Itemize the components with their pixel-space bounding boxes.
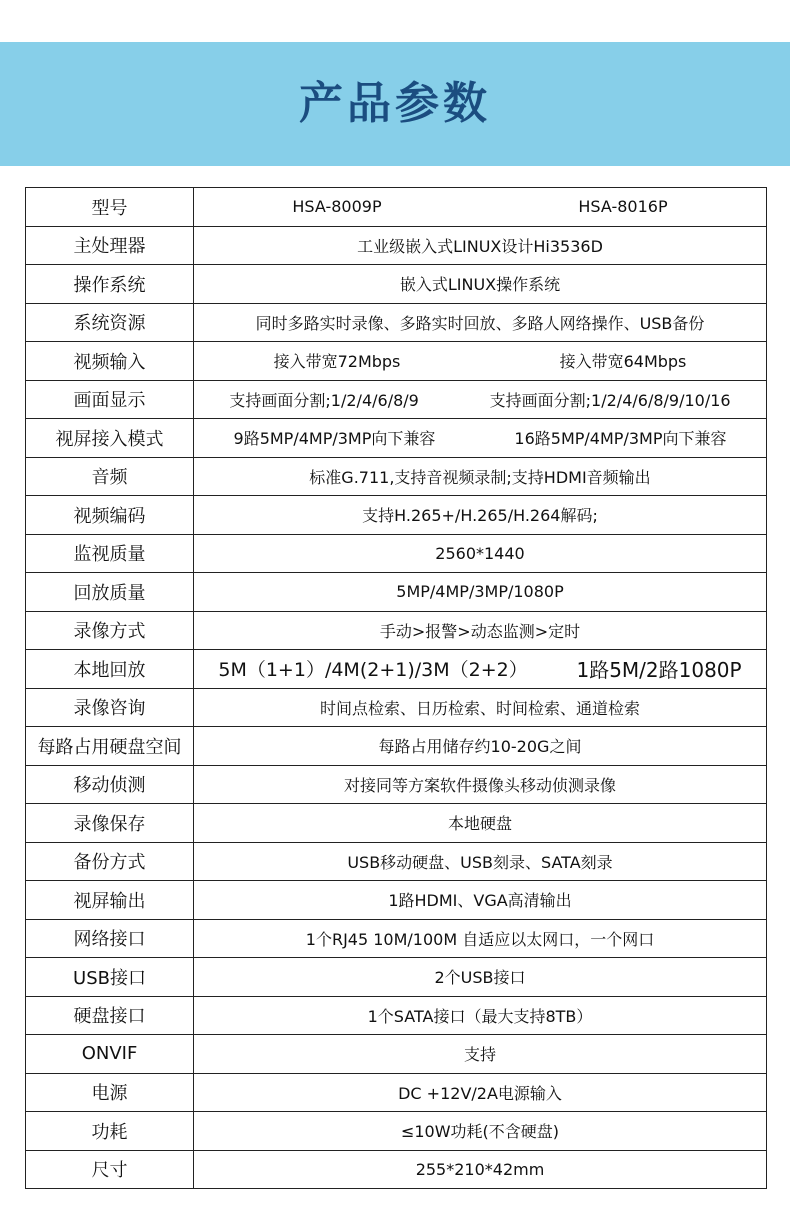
spec-row — [26, 265, 767, 304]
spec-row — [26, 303, 767, 342]
spec-value-pair — [194, 349, 766, 372]
spec-label: 型号 — [26, 188, 194, 227]
spec-value: ≤10W功耗(不含硬盘) — [194, 1112, 767, 1151]
spec-row — [26, 919, 767, 958]
spec-label: 录像保存 — [26, 804, 194, 843]
spec-row — [26, 342, 767, 381]
spec-row — [26, 958, 767, 997]
spec-value-split — [194, 342, 767, 381]
spec-value-split — [194, 380, 767, 419]
spec-value: 255*210*42mm — [194, 1150, 767, 1189]
spec-value: 支持 — [194, 1035, 767, 1074]
spec-label: 电源 — [26, 1073, 194, 1112]
spec-value-pair — [194, 388, 766, 411]
spec-row — [26, 496, 767, 535]
spec-value: 1个RJ45 10M/100M 自适应以太网口，一个网口 — [194, 919, 767, 958]
spec-label: ONVIF — [26, 1035, 194, 1074]
spec-row — [26, 727, 767, 766]
spec-value-right: 接入带宽64Mbps — [559, 352, 687, 372]
spec-value-left: 接入带宽72Mbps — [273, 352, 401, 372]
spec-value: 1个SATA接口（最大支持8TB） — [194, 996, 767, 1035]
spec-value: 支持H.265+/H.265/H.264解码; — [194, 496, 767, 535]
spec-label: 录像方式 — [26, 611, 194, 650]
spec-value: 每路占用储存约10-20G之间 — [194, 727, 767, 766]
spec-row — [26, 534, 767, 573]
spec-value-left: 9路5MP/4MP/3MP向下兼容 — [233, 429, 436, 449]
spec-label: USB接口 — [26, 958, 194, 997]
spec-label: 本地回放 — [26, 650, 194, 689]
spec-row — [26, 1035, 767, 1074]
spec-row — [26, 380, 767, 419]
title-banner — [0, 42, 790, 166]
spec-value: 2560*1440 — [194, 534, 767, 573]
spec-label: 备份方式 — [26, 842, 194, 881]
spec-label: 画面显示 — [26, 380, 194, 419]
spec-label: 视频输入 — [26, 342, 194, 381]
spec-label: 操作系统 — [26, 265, 194, 304]
spec-value-left: 5M（1+1）/4M(2+1)/3M（2+2） — [218, 659, 528, 682]
spec-row — [26, 765, 767, 804]
spec-value-pair — [194, 197, 766, 216]
spec-row — [26, 650, 767, 689]
spec-label: 监视质量 — [26, 534, 194, 573]
spec-label: 硬盘接口 — [26, 996, 194, 1035]
spec-value: 同时多路实时录像、多路实时回放、多路人网络操作、USB备份 — [194, 303, 767, 342]
spec-value-left: 支持画面分割;1/2/4/6/8/9 — [229, 390, 419, 410]
spec-label: 视屏输出 — [26, 881, 194, 920]
spec-value: 手动>报警>动态监测>定时 — [194, 611, 767, 650]
spec-label: 功耗 — [26, 1112, 194, 1151]
spec-row — [26, 573, 767, 612]
spec-row — [26, 881, 767, 920]
spec-row — [26, 1150, 767, 1189]
spec-value: 时间点检索、日历检索、时间检索、通道检索 — [194, 688, 767, 727]
spec-value-right: HSA-8016P — [578, 197, 668, 217]
spec-row — [26, 804, 767, 843]
spec-value: 1路HDMI、VGA高清输出 — [194, 881, 767, 920]
spec-value-right: 16路5MP/4MP/3MP向下兼容 — [514, 429, 727, 449]
spec-row — [26, 1112, 767, 1151]
spec-label: 每路占用硬盘空间 — [26, 727, 194, 766]
spec-label: 录像咨询 — [26, 688, 194, 727]
spec-table — [25, 187, 767, 1189]
page-title: 产品参数 — [299, 78, 491, 129]
spec-value: 5MP/4MP/3MP/1080P — [194, 573, 767, 612]
spec-value-right: 支持画面分割;1/2/4/6/8/9/10/16 — [489, 390, 731, 410]
spec-value-split — [194, 650, 767, 689]
spec-value-left: HSA-8009P — [292, 197, 382, 217]
spec-label: 移动侦测 — [26, 765, 194, 804]
spec-row — [26, 419, 767, 458]
spec-value: 标准G.711,支持音视频录制;支持HDMI音频输出 — [194, 457, 767, 496]
spec-label: 音频 — [26, 457, 194, 496]
spec-value-pair — [194, 426, 766, 449]
spec-row — [26, 611, 767, 650]
spec-value: DC +12V/2A电源输入 — [194, 1073, 767, 1112]
spec-label: 系统资源 — [26, 303, 194, 342]
spec-row — [26, 1073, 767, 1112]
spec-value-pair — [194, 654, 766, 683]
spec-label: 尺寸 — [26, 1150, 194, 1189]
spec-value: 工业级嵌入式LINUX设计Hi3536D — [194, 226, 767, 265]
spec-row — [26, 996, 767, 1035]
spec-label: 主处理器 — [26, 226, 194, 265]
spec-row — [26, 688, 767, 727]
spec-label: 视屏接入模式 — [26, 419, 194, 458]
spec-label: 回放质量 — [26, 573, 194, 612]
spec-label: 网络接口 — [26, 919, 194, 958]
spec-value: USB移动硬盘、USB刻录、SATA刻录 — [194, 842, 767, 881]
spec-value: 2个USB接口 — [194, 958, 767, 997]
spec-value: 嵌入式LINUX操作系统 — [194, 265, 767, 304]
spec-value-right: 1路5M/2路1080P — [576, 658, 742, 683]
spec-value: 对接同等方案软件摄像头移动侦测录像 — [194, 765, 767, 804]
spec-row — [26, 842, 767, 881]
spec-value-split — [194, 419, 767, 458]
spec-row — [26, 226, 767, 265]
spec-value: 本地硬盘 — [194, 804, 767, 843]
spec-row — [26, 188, 767, 227]
spec-row — [26, 457, 767, 496]
spec-label: 视频编码 — [26, 496, 194, 535]
spec-value-split — [194, 188, 767, 227]
